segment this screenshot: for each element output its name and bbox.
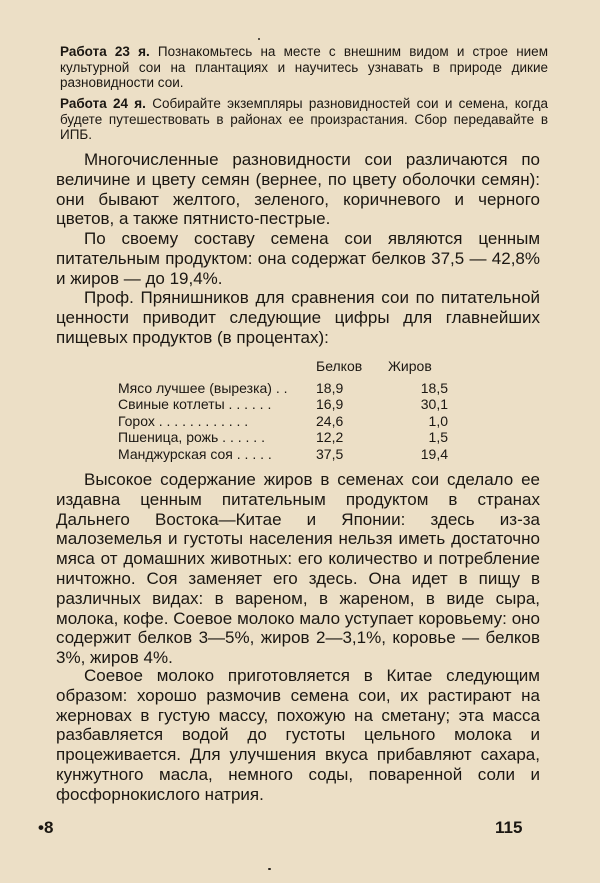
- task-24-text: Собирайте экземпляры разновидностей сои и семена, когда будете путешествовать в районах ее произрастания. Сбор передавайте в ИПБ.: [60, 96, 548, 142]
- food-name: Манджурская соя . . . . .: [118, 445, 272, 462]
- fat-value: 30,1: [420, 396, 448, 413]
- table-row: [118, 380, 458, 396]
- fat-value: 1,5: [428, 429, 448, 446]
- food-name: Свиные котлеты . . . . . .: [118, 396, 272, 413]
- column-header-protein: Белков: [316, 358, 363, 374]
- print-speck: [268, 868, 271, 870]
- protein-value: 18,9: [316, 380, 344, 396]
- paragraph-far-east: Высокое содержание жиров в семенах сои сделало ее издавна ценным питательным продуктом в странах Дальнего Востока—Китае и Японии: здесь из-за малоземелья и густоты населения нельзя иметь достаточно мяса от домашних животных: его количество и потребление ничтожно. Соя заменяет его здесь. Она идет в пищу в различных видах: в вареном, в жареном, в виде сыра, молока, кофе. Соевое молоко мало уступает коровьему: оно содержит белков 3—5%, жиров 2—3,1%, коровье — белков 3%, жиров 4%.: [56, 470, 540, 668]
- task-24-label: Работа 24 я.: [60, 96, 146, 111]
- protein-value: 16,9: [316, 396, 344, 413]
- task-23-label: Работа 23 я.: [60, 44, 150, 59]
- page-number: 115: [495, 818, 523, 837]
- paragraph-pryanishnikov: Проф. Прянишников для сравнения сои по питательной ценности приводит следующие цифры для главнейших пищевых продуктов (в процентах):: [56, 288, 540, 347]
- fat-value: 18,5: [420, 380, 448, 396]
- task-24: [60, 96, 548, 143]
- task-23-text: Познакомьтесь на месте с внешним видом и строе нием культурной сои на плантациях и научитесь узнавать в природе дикие разновидности сои.: [60, 44, 548, 90]
- column-header-fat: Жиров: [388, 358, 432, 374]
- table-header-row: [118, 358, 458, 380]
- nutrition-table: [118, 358, 458, 462]
- protein-value: 12,2: [316, 429, 344, 446]
- paragraph-varieties: Многочисленные разновидности сои различаются по величине и цвету семян (вернее, по цвету оболочки семян): они бывают желтого, зеленого, коричневого и черного цветов, а также пятнисто-пестрые.: [56, 150, 540, 229]
- protein-value: 24,6: [316, 412, 344, 429]
- food-name: Горох . . . . . . . . . . . .: [118, 412, 249, 429]
- task-23: [60, 44, 548, 91]
- table-row: [118, 413, 458, 429]
- fat-value: 19,4: [420, 445, 448, 462]
- fat-value: 1,0: [428, 412, 448, 429]
- folio-left: •8: [38, 818, 54, 837]
- paragraph-composition: По своему составу семена сои являются ценным питательным продуктом: она содержат белков 37,5 — 42,8% и жиров — до 19,4%.: [56, 229, 540, 288]
- food-name: Пшеница, рожь . . . . . .: [118, 429, 265, 446]
- print-speck: [258, 38, 260, 40]
- table-row: [118, 396, 458, 412]
- table-row: [118, 429, 458, 445]
- paragraph-soy-milk: Соевое молоко приготовляется в Китае следующим образом: хорошо размочив семена сои, их растирают на жерновах в густую массу, похожую на сметану; эта масса разбавляется водой до густоты цельного молока и процеживается. Для улучшения вкуса прибавляют сахара, кунжутного масла, немного соды, поваренной соли и фосфорнокислого натрия.: [56, 666, 540, 804]
- protein-value: 37,5: [316, 445, 344, 462]
- table-row: [118, 446, 458, 462]
- food-name: Мясо лучшее (вырезка) . .: [118, 380, 288, 396]
